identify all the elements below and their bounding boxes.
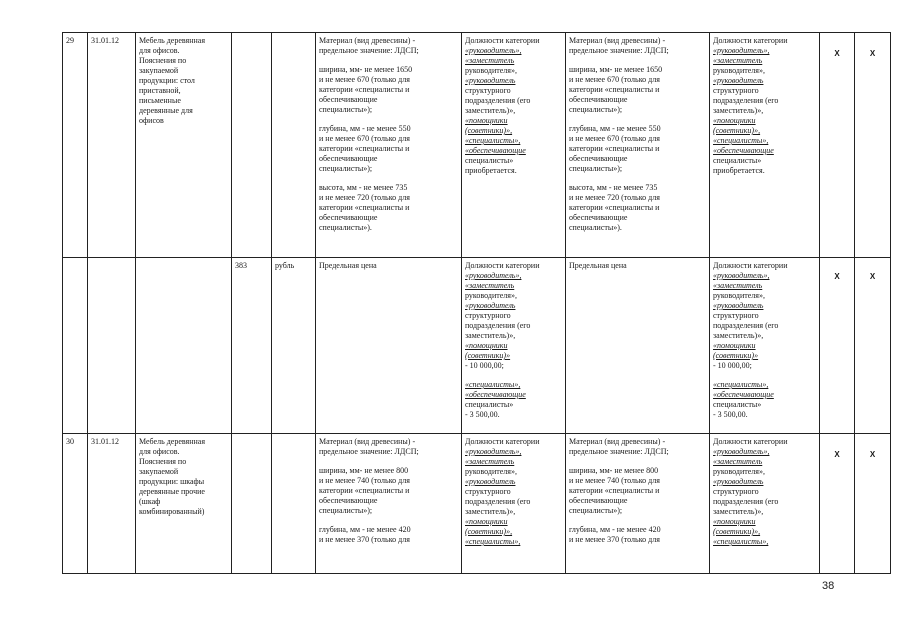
cell-line: «руководитель: [713, 301, 764, 310]
characteristic-municipal-cell: [566, 434, 710, 574]
function-mark-cell: [855, 33, 891, 258]
cell-line: заместитель)»,: [713, 507, 764, 516]
cell-line: - 10 000,00;: [713, 361, 752, 370]
cell-line: специалисты»);: [569, 164, 623, 173]
cell-line: [569, 174, 706, 183]
cell-line: - 3 500,00.: [465, 410, 500, 419]
cell-line: и не менее 670 (только для: [569, 134, 660, 143]
cell-line: деревянные прочие: [139, 487, 205, 496]
cell-line: Материал (вид древесины) -: [319, 437, 416, 446]
cell-line: деревянные для: [139, 106, 193, 115]
cell-line: обеспечивающие: [319, 95, 378, 104]
cell-line: и не менее 370 (только для: [569, 535, 660, 544]
cell-line: «обеспечивающие: [465, 146, 526, 155]
justification-mark-cell: [820, 434, 855, 574]
cell-line: [569, 516, 706, 525]
table-row: [63, 258, 891, 434]
cell-line: обеспечивающие: [319, 154, 378, 163]
cell-line: специалисты»: [465, 156, 514, 165]
cell-line: «руководитель»,: [465, 447, 522, 456]
cell-line: подразделения (его: [465, 96, 531, 105]
cell-line: «заместитель: [465, 281, 515, 290]
okpd-code-cell: [88, 434, 136, 574]
cell-line: «заместитель: [713, 56, 763, 65]
cell-line: - 3 500,00.: [713, 410, 748, 419]
cell-line: комбинированный): [139, 507, 205, 516]
cell-line: и не менее 720 (только для: [319, 193, 410, 202]
cell-line: закупаемой: [139, 66, 179, 75]
cell-line: и не менее 670 (только для: [319, 134, 410, 143]
cell-line: «специалисты»,: [465, 136, 521, 145]
cell-line: Мебель деревянная: [139, 437, 206, 446]
cell-line: структурного: [465, 86, 511, 95]
cell-line: категории «специалисты и: [569, 203, 660, 212]
cell-line: «руководитель»,: [713, 46, 770, 55]
cell-line: руководителя»,: [465, 467, 517, 476]
furniture-requirements-table: [62, 32, 891, 574]
cell-line: подразделения (его: [713, 321, 779, 330]
cell-line: Должности категории: [713, 261, 788, 270]
cell-line: категории «специалисты и: [569, 144, 660, 153]
cell-line: категории «специалисты и: [569, 486, 660, 495]
cell-line: [319, 516, 458, 525]
cell-line: «специалисты»,: [465, 537, 521, 546]
cell-line: ширина, мм- не менее 800: [319, 466, 409, 475]
justification-mark: X: [834, 450, 840, 459]
cell-line: (советники)»,: [713, 527, 761, 536]
cell-line: и не менее 670 (только для: [569, 75, 660, 84]
cell-line: глубина, мм - не менее 420: [319, 525, 411, 534]
cell-line: структурного: [465, 311, 511, 320]
cell-line: подразделения (его: [465, 321, 531, 330]
function-mark: X: [869, 272, 876, 281]
positions-municipal-cell: [710, 434, 820, 574]
cell-line: «обеспечивающие: [465, 390, 526, 399]
cell-line: глубина, мм - не менее 550: [319, 124, 411, 133]
cell-line: специалисты»);: [319, 164, 373, 173]
cell-line: [569, 457, 706, 466]
cell-line: специалисты»).: [319, 223, 372, 232]
cell-line: и не менее 370 (только для: [319, 535, 410, 544]
okpd-code-cell: [88, 258, 136, 434]
cell-line: и не менее 670 (только для: [319, 75, 410, 84]
cell-line: «специалисты»,: [713, 136, 769, 145]
cell-line: высота, мм - не менее 735: [569, 183, 658, 192]
function-mark-cell: [855, 434, 891, 574]
cell-line: «обеспечивающие: [713, 146, 774, 155]
product-name-cell: [136, 434, 232, 574]
cell-line: Материал (вид древесины) -: [569, 437, 666, 446]
function-mark: X: [869, 49, 876, 58]
cell-line: и не менее 740 (только для: [319, 476, 410, 485]
okpd-code-cell: [88, 33, 136, 258]
cell-line: Должности категории: [465, 437, 540, 446]
cell-line: руководителя»,: [465, 291, 517, 300]
cell-line: Мебель деревянная: [139, 36, 206, 45]
row-number-cell: [63, 258, 88, 434]
positions-approved-cell: [462, 258, 566, 434]
cell-line: «обеспечивающие: [713, 390, 774, 399]
characteristic-approved-cell: [316, 258, 462, 434]
cell-line: Материал (вид древесины) -: [319, 36, 416, 45]
unit-name: рубль: [275, 261, 295, 270]
cell-line: (советники)»,: [465, 126, 513, 135]
cell-line: «заместитель: [713, 457, 763, 466]
cell-line: и не менее 720 (только для: [569, 193, 660, 202]
cell-line: руководителя»,: [713, 467, 765, 476]
cell-line: Должности категории: [713, 36, 788, 45]
function-mark-cell: [855, 258, 891, 434]
cell-line: обеспечивающие: [319, 496, 378, 505]
cell-line: Материал (вид древесины) -: [569, 36, 666, 45]
cell-line: «помощники: [465, 341, 508, 350]
cell-line: (шкаф: [139, 497, 161, 506]
cell-line: Пояснения по: [139, 457, 187, 466]
okei-code-cell: [232, 434, 272, 574]
cell-line: руководителя»,: [713, 66, 765, 75]
cell-line: [319, 56, 458, 65]
page-number: 38: [822, 580, 835, 592]
cell-line: Должности категории: [465, 36, 540, 45]
cell-line: ширина, мм- не менее 1650: [569, 65, 663, 74]
okpd-code: 31.01.12: [91, 36, 119, 45]
table-row: [63, 434, 891, 574]
cell-line: [569, 56, 706, 65]
cell-line: специалисты»).: [569, 223, 622, 232]
cell-line: для офисов.: [139, 46, 180, 55]
okei-code: 383: [235, 261, 247, 270]
cell-line: Предельная цена: [569, 261, 627, 270]
cell-line: «руководитель: [465, 301, 516, 310]
cell-line: «руководитель»,: [465, 46, 522, 55]
cell-line: «помощники: [713, 116, 756, 125]
cell-line: предельное значение: ЛДСП;: [319, 46, 419, 55]
okei-code-cell: [232, 33, 272, 258]
cell-line: письменные: [139, 96, 181, 105]
cell-line: ширина, мм- не менее 800: [569, 466, 659, 475]
cell-line: и не менее 740 (только для: [569, 476, 660, 485]
cell-line: [465, 371, 562, 380]
cell-line: Предельная цена: [319, 261, 377, 270]
cell-line: глубина, мм - не менее 420: [569, 525, 661, 534]
justification-mark-cell: [820, 33, 855, 258]
cell-line: [569, 115, 706, 124]
cell-line: (советники)»,: [465, 527, 513, 536]
product-name-cell: [136, 33, 232, 258]
cell-line: структурного: [713, 487, 759, 496]
cell-line: ширина, мм- не менее 1650: [319, 65, 413, 74]
cell-line: обеспечивающие: [569, 154, 628, 163]
cell-line: «помощники: [465, 116, 508, 125]
row-number: 29: [66, 36, 74, 45]
cell-line: Пояснения по: [139, 56, 187, 65]
cell-line: [713, 371, 816, 380]
cell-line: [319, 174, 458, 183]
okpd-code: 31.01.12: [91, 437, 119, 446]
cell-line: категории «специалисты и: [569, 85, 660, 94]
characteristic-approved-cell: [316, 434, 462, 574]
cell-line: категории «специалисты и: [319, 203, 410, 212]
cell-line: (советники)»: [713, 351, 759, 360]
cell-line: продукции: стол: [139, 76, 195, 85]
cell-line: подразделения (его: [465, 497, 531, 506]
positions-municipal-cell: [710, 33, 820, 258]
cell-line: обеспечивающие: [569, 95, 628, 104]
cell-line: специалисты»);: [319, 506, 373, 515]
justification-mark: X: [834, 49, 840, 58]
cell-line: глубина, мм - не менее 550: [569, 124, 661, 133]
cell-line: [319, 115, 458, 124]
cell-line: обеспечивающие: [319, 213, 378, 222]
cell-line: [319, 457, 458, 466]
cell-line: высота, мм - не менее 735: [319, 183, 408, 192]
characteristic-approved-cell: [316, 33, 462, 258]
cell-line: «помощники: [713, 517, 756, 526]
cell-line: заместитель)»,: [465, 331, 516, 340]
cell-line: специалисты»);: [319, 105, 373, 114]
cell-line: «руководитель: [713, 477, 764, 486]
cell-line: приставной,: [139, 86, 181, 95]
cell-line: (советники)»: [465, 351, 511, 360]
cell-line: «заместитель: [713, 281, 763, 290]
justification-mark: X: [834, 272, 840, 281]
cell-line: специалисты»: [713, 400, 762, 409]
cell-line: офисов: [139, 116, 164, 125]
cell-line: предельное значение: ЛДСП;: [569, 46, 669, 55]
cell-line: обеспечивающие: [569, 496, 628, 505]
cell-line: «заместитель: [465, 457, 515, 466]
cell-line: «руководитель: [713, 76, 764, 85]
unit-name-cell: [272, 434, 316, 574]
cell-line: предельное значение: ЛДСП;: [569, 447, 669, 456]
cell-line: «руководитель»,: [713, 271, 770, 280]
positions-municipal-cell: [710, 258, 820, 434]
cell-line: «специалисты»,: [713, 380, 769, 389]
cell-line: заместитель)»,: [465, 507, 516, 516]
cell-line: продукции: шкафы: [139, 477, 205, 486]
okei-code-cell: [232, 258, 272, 434]
cell-line: «специалисты»,: [713, 537, 769, 546]
cell-line: «заместитель: [465, 56, 515, 65]
cell-line: приобретается.: [713, 166, 765, 175]
justification-mark-cell: [820, 258, 855, 434]
unit-name-cell: [272, 258, 316, 434]
cell-line: предельное значение: ЛДСП;: [319, 447, 419, 456]
cell-line: «помощники: [713, 341, 756, 350]
cell-line: категории «специалисты и: [319, 486, 410, 495]
cell-line: закупаемой: [139, 467, 179, 476]
cell-line: заместитель)»,: [465, 106, 516, 115]
cell-line: специалисты»);: [569, 105, 623, 114]
cell-line: обеспечивающие: [569, 213, 628, 222]
table-row: [63, 33, 891, 258]
cell-line: специалисты»);: [569, 506, 623, 515]
cell-line: категории «специалисты и: [319, 85, 410, 94]
cell-line: «помощники: [465, 517, 508, 526]
cell-line: «специалисты»,: [465, 380, 521, 389]
cell-line: структурного: [713, 311, 759, 320]
cell-line: подразделения (его: [713, 96, 779, 105]
cell-line: заместитель)»,: [713, 106, 764, 115]
cell-line: руководителя»,: [465, 66, 517, 75]
characteristic-municipal-cell: [566, 258, 710, 434]
cell-line: руководителя»,: [713, 291, 765, 300]
cell-line: «руководитель: [465, 76, 516, 85]
row-number-cell: [63, 33, 88, 258]
cell-line: «руководитель: [465, 477, 516, 486]
cell-line: приобретается.: [465, 166, 517, 175]
cell-line: «руководитель»,: [465, 271, 522, 280]
cell-line: заместитель)»,: [713, 331, 764, 340]
cell-line: структурного: [713, 86, 759, 95]
cell-line: «руководитель»,: [713, 447, 770, 456]
cell-line: специалисты»: [465, 400, 514, 409]
cell-line: структурного: [465, 487, 511, 496]
product-name-cell: [136, 258, 232, 434]
cell-line: подразделения (его: [713, 497, 779, 506]
cell-line: Должности категории: [465, 261, 540, 270]
function-mark: X: [869, 450, 876, 459]
row-number: 30: [66, 437, 74, 446]
cell-line: для офисов.: [139, 447, 180, 456]
cell-line: - 10 000,00;: [465, 361, 504, 370]
cell-line: категории «специалисты и: [319, 144, 410, 153]
cell-line: Должности категории: [713, 437, 788, 446]
cell-line: специалисты»: [713, 156, 762, 165]
unit-name-cell: [272, 33, 316, 258]
positions-approved-cell: [462, 434, 566, 574]
row-number-cell: [63, 434, 88, 574]
characteristic-municipal-cell: [566, 33, 710, 258]
cell-line: (советники)»,: [713, 126, 761, 135]
positions-approved-cell: [462, 33, 566, 258]
